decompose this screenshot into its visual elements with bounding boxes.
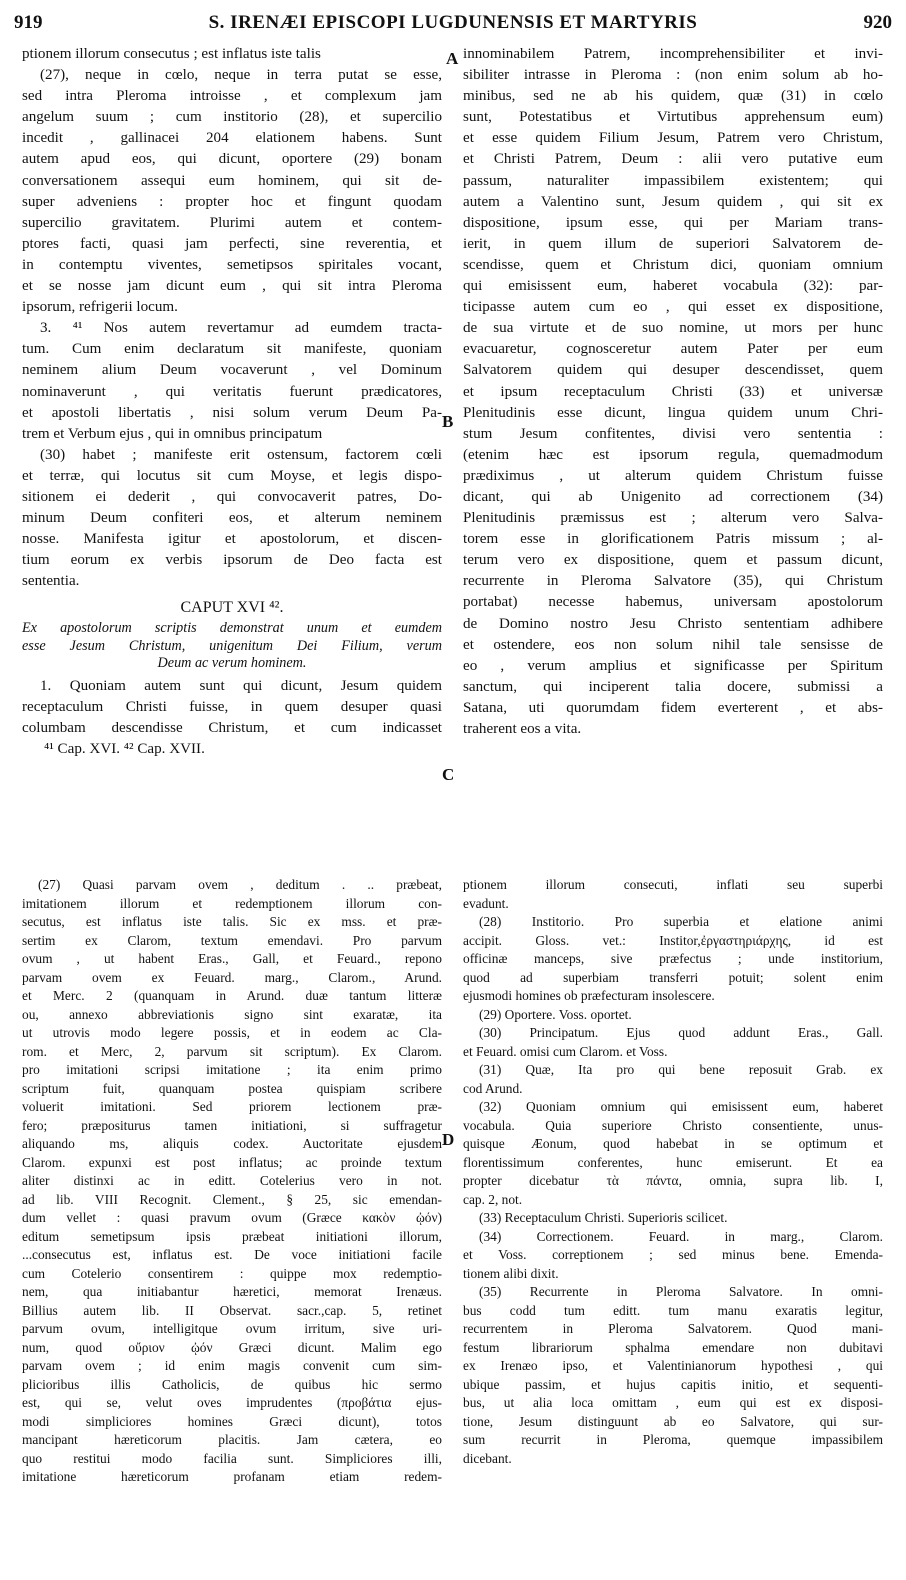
text-line: Plenitudinis esse dicunt, lingua quidem unum Chri-	[463, 404, 883, 421]
footnote-line: rom. et Merc, 2, parvum sit scriptum). Ex Clarom.	[22, 1043, 442, 1059]
footnote-line: (32) Quoniam omnium qui emisissent eum, haberet	[479, 1099, 883, 1114]
running-title: S. IRENÆI EPISCOPI LUGDUNENSIS ET MARTYRIS	[208, 12, 698, 33]
margin-marker-a: A	[446, 49, 459, 68]
running-header	[14, 6, 892, 36]
footnote-line: propter dicebatur τὰ πάντα, omnia, supra lib. I,	[463, 1173, 883, 1188]
page-number-right: 920	[863, 12, 892, 33]
text-line: trem et Verbum ejus , qui in omnibus principatum	[22, 425, 323, 442]
footnote-line: cod Arund.	[463, 1080, 523, 1096]
footnote-line: (35) Recurrente in Pleroma Salvatore. In omni-	[479, 1284, 883, 1299]
text-line: sitionem ei dederit , qui convocaverit patres, Do-	[22, 488, 442, 505]
text-line: scendisse, quem et Christum dici, quoniam omnium	[463, 256, 883, 273]
footnote-line: et Voss. correptionem ; sed minus bene. Emenda-	[463, 1247, 883, 1262]
footnote-line: (27) Quasi parvam ovem , deditum . .. præbeat,	[38, 877, 442, 892]
footnote-line: parvam ovem ; id enim magis convenit cum sim-	[22, 1358, 442, 1373]
left-paragraphs	[22, 44, 442, 592]
footnote-line: Billius autem lib. II Observat. sacr.,cap. 5, retinet	[22, 1302, 442, 1318]
footnote-line: imitatione hæreticorum profanam etiam redem-	[22, 1469, 442, 1484]
text-line: angelum suum ; cum institorio (28), et supercilio	[22, 109, 442, 126]
footnote-line: tionem alibi dixit.	[463, 1265, 559, 1281]
footnote-line: ex Irenæo ipso, et Valentinianorum hypothesi , qui	[463, 1358, 883, 1373]
footnote-line: evadunt.	[463, 895, 509, 911]
footnote-line: (28) Institorio. Pro superbia et elatione animi	[479, 914, 883, 929]
text-line: supercilio gravitatem. Plurimi autem et contem-	[22, 214, 442, 231]
footnote-line: sum recurrit in Pleroma, quemque impassibilem	[463, 1432, 883, 1447]
footnote-line: aliquando ms, aliquis codex. Auctoritate ejusdem	[22, 1136, 442, 1151]
footnote-line: cum Cotelerio consentirem : quippe mox redemptio-	[22, 1265, 442, 1281]
text-line: stum Jesum confitentes, divisi vero sententia :	[463, 425, 883, 442]
footnote-line: cap. 2, not.	[463, 1191, 523, 1207]
text-line: nominaverunt , qui veritatis fuerunt prædicatores,	[22, 383, 442, 400]
text-line: dicant, qui ab Unigenito ad correctionem (34)	[463, 488, 883, 505]
footnote-line: est, qui se, velut oves imprudentes (προβάτια ejus-	[22, 1395, 442, 1410]
text-line: minibus, sed ne ab his quidem, quæ (31) in cœlo	[463, 88, 883, 105]
summary-line: esse Jesum Christum, unigenitum Dei Filium, verum	[22, 637, 442, 654]
footnote-line: ...consecutus est, inflatus est. De voce initiationi facile	[22, 1247, 442, 1262]
text-line: recurrente in Pleroma Salvatore (35), qui Christum	[463, 573, 883, 590]
text-line: et se nosse jam dicunt eum , qui sit intra Pleroma	[22, 278, 442, 295]
text-line: qui emisissent eum, haberet vocabula (32): par-	[463, 278, 883, 295]
footnote-line: (33) Receptaculum Christi. Superioris scilicet.	[479, 1210, 728, 1225]
right-paragraphs	[463, 44, 883, 740]
footnotes-left-column	[22, 876, 442, 1487]
margin-marker-b: B	[442, 412, 454, 431]
summary-line: Ex apostolorum scriptis demonstrat unum et eumdem	[22, 620, 442, 637]
footnotes-right	[463, 876, 883, 1468]
text-line: (30) habet ; manifeste erit ostensum, factorem cœli	[40, 446, 442, 463]
text-line: passum, naturaliter impassibilem existentem; qui	[463, 172, 883, 189]
footnote-line: ut utrovis modo legere possis, et in eodem ac Cla-	[22, 1025, 442, 1040]
margin-marker-d: D	[442, 1130, 455, 1149]
margin-marker-c: C	[442, 765, 455, 784]
text-line: nosse. Manifesta igitur et apostolorum, et discen-	[22, 531, 442, 548]
text-line: et apostoli libertatis , nisi solum verum Deum Pa-	[22, 404, 442, 421]
footnote-line: imitationem illorum et redemptionem illorum con-	[22, 895, 442, 911]
footnote-line: tione, Jesum distinguunt ab eo Salvatore, qui sur-	[463, 1413, 883, 1429]
text-line: et esse quidem Filium Jesum, Patrem vero Christum,	[463, 130, 883, 147]
text-line: receptaculum Christi fuisse, in quem desuper quasi	[22, 699, 442, 716]
footnote-line: editum semetipsum ipsis præbeat initiationi illorum,	[22, 1228, 442, 1244]
text-line: dispositione, ipsum esse, qui per Mariam trans-	[463, 214, 883, 231]
footnote-line: bus, ut alia loca omittam , eum qui est ex disposi-	[463, 1395, 883, 1410]
footnote-line: festum librariorum sphalma emendare non dubitavi	[463, 1339, 883, 1355]
text-line: sibiliter intrasse in Pleroma : (non enim solum ab ho-	[463, 67, 883, 84]
footnote-line: vocabula. Quia superiore Christo consentiente, unus-	[463, 1117, 883, 1133]
text-line: neminem alium Deum vocaverunt , vel Dominum	[22, 362, 442, 379]
footnote-line: et Feuard. omisi cum Clarom. et Voss.	[463, 1043, 668, 1059]
text-line: columbam descendisse Christum, et cum indicasset	[22, 720, 442, 737]
text-line: sed intra Pleroma introisse , et complexum jam	[22, 88, 442, 105]
text-line: autem apud eos, qui dicunt, oportere (29) bonam	[22, 151, 442, 168]
footnote-line: dicebant.	[463, 1450, 512, 1466]
text-line: ptionem illorum consecutus ; est inflatus iste talis	[22, 46, 321, 62]
text-line: et Christi Patrem, Deum : alii vero putative eum	[463, 151, 883, 168]
footnote-line: Clarom. expunxi est post inflatus; ac proinde textum	[22, 1154, 442, 1170]
text-line: Satana, uti quorumdam fidem everterent , et abs-	[463, 699, 883, 716]
text-line: et terræ, qui locutus sit cum Moyse, et legis dispo-	[22, 467, 442, 484]
text-line: evacuaretur, cognosceretur autem Pater per eum	[463, 341, 883, 358]
footnote-line: (29) Oportere. Voss. oportet.	[479, 1006, 632, 1022]
footnote-line: num, quod οὔριον ᾠόν Græci dicunt. Malim ego	[22, 1339, 442, 1355]
footnote-line: ubique passim, et hujus capitis initio, et sequenti-	[463, 1376, 883, 1392]
footnotes-right-column	[463, 876, 883, 1468]
text-line: tum. Cum enim declaratum sit manifeste, quoniam	[22, 341, 442, 358]
footnote-line: ovum , ut habent Eras., Gall, et Feuard., repono	[22, 951, 442, 966]
footnote-line: mancipant hæreticorum placitis. Jam cætera, eo	[22, 1432, 442, 1447]
footnote-line: quod ad superbiam transferri potuit; solent enim	[463, 969, 883, 985]
footnote-line: parvum ovum, intelligitque ovum irritum, sive uri-	[22, 1321, 442, 1336]
text-line: sanctum, qui inciperent talia docere, submissi a	[463, 678, 883, 695]
text-line: conversationem assequi eum hominem, qui sit de-	[22, 172, 442, 189]
footnote-line: florentissimum conferentes, hunc emiserunt. Et ea	[463, 1154, 883, 1170]
text-line: ptores facti, quasi jam perfecti, sine reverentia, et	[22, 235, 442, 252]
text-line: 1. Quoniam autem sunt qui dicunt, Jesum quidem	[40, 677, 442, 694]
footnote-rule	[22, 870, 442, 871]
footnote-line: ad lib. VIII Recognit. Clement., § 25, sic emendan-	[22, 1191, 442, 1207]
footnote-line: scriptum fuit, quanquam postea quispiam scribere	[22, 1080, 442, 1096]
footnote-line: fero; præpositurus tamen initiationi, si suffragetur	[22, 1117, 442, 1133]
text-line: portabat) necesse habemus, universam apostolorum	[463, 594, 883, 611]
text-line: minum Deum confiteri eos, et alterum neminem	[22, 510, 442, 527]
text-line: et ipsum receptaculum Christi (33) et universæ	[463, 383, 883, 400]
footnote-line: voluerit imitationi. Sed priorem lectionem præ-	[22, 1099, 442, 1114]
summary-line: Deum ac verum hominem.	[157, 655, 307, 672]
footnote-line: (34) Correctionem. Feuard. in marg., Clarom.	[479, 1228, 883, 1244]
text-line: torem esse in glorificationem Patris missum ; al-	[463, 531, 883, 548]
page-number-left: 919	[14, 12, 43, 33]
footnote-line: aliter distinxi ac in editt. Cotelerius vero in not.	[22, 1173, 442, 1188]
footnote-line: sertim ex Clarom, textum emendavi. Pro parvum	[22, 932, 442, 948]
text-line: terum vero ex dispositione, quem et passum dicunt,	[463, 552, 883, 569]
footnotes-left	[22, 876, 442, 1487]
text-line: de sua virtute et de suo nomine, ut mors per hunc	[463, 320, 883, 337]
main-text-right-column	[463, 44, 883, 740]
footnote-line: nem, qua initiabantur hæretici, memorat Irenæus.	[22, 1284, 442, 1299]
text-line: ipsorum, refrigerii locum.	[22, 299, 178, 316]
footnote-line: ptionem illorum consecuti, inflati seu superbi	[463, 877, 883, 892]
footnote-line: (31) Quæ, Ita pro qui bene reposuit Grab. ex	[479, 1062, 883, 1077]
text-line: super adveniens : propter hoc et fingunt quodam	[22, 193, 442, 210]
section-references: ⁴¹ Cap. XVI. ⁴² Cap. XVII.	[44, 741, 205, 758]
footnote-line: secutus, est inflatus iste talis. Sic ex mss. et præ-	[22, 914, 442, 929]
text-line: de Domino nostro Jesu Christo sententiam adhibere	[463, 615, 883, 632]
text-line: 3. ⁴¹ Nos autem revertamur ad eumdem tracta-	[40, 320, 442, 337]
text-line: traherent eos a vita.	[463, 721, 582, 737]
text-line: eo , verum amplius et significasse per Spiritum	[463, 657, 883, 674]
footnote-line: recurrentem in Pleroma Salvatorem. Quod mani-	[463, 1321, 883, 1336]
chapter-summary	[22, 620, 442, 673]
text-line: ticipasse autem cum eo , qui esset ex dispositione,	[463, 299, 883, 316]
footnote-line: plicioribus illis Catholicis, de quibus hic sermo	[22, 1376, 442, 1392]
footnote-line: quo restitui modo facilia sunt. Simpliciores illi,	[22, 1450, 442, 1466]
text-line: (27), neque in cœlo, neque in terra putat se esse,	[40, 67, 442, 84]
text-line: sententia.	[22, 573, 80, 590]
text-line: tium eorum ex verbis ipsorum de Deo facta est	[22, 552, 442, 569]
footnote-line: officinæ manceps, sive præfectus ; unde institorium,	[463, 951, 883, 966]
text-line: Plenitudinis præmissus est ; alterum vero Salva-	[463, 510, 883, 527]
footnote-line: accipit. Gloss. vet.: Institor,ἐργαστηριάρχης, id est	[463, 932, 883, 948]
text-line: autem a Valentino sunt, Jesum quidem , qui sit ex	[463, 193, 883, 210]
footnote-line: et Merc. 2 (quanquam in Arund. duæ tantum litteræ	[22, 988, 442, 1003]
text-line: innominabilem Patrem, incomprehensibiliter et invi-	[463, 46, 883, 62]
footnote-line: pro imitationi scripsi imitatione ; ita enim primo	[22, 1062, 442, 1077]
chapter-heading: CAPUT XVI ⁴².	[180, 599, 284, 617]
footnote-line: dum vellet : quasi pravum ovum (Græce κακὸν ᾠόν)	[22, 1210, 442, 1225]
text-line: in contemptu viventes, semetipsos spiritales vocant,	[22, 256, 442, 273]
text-line: ierit, in quem illum de superiori Salvatorem de-	[463, 235, 883, 252]
text-line: incedit , gallinacei 204 elationem habens. Sunt	[22, 130, 442, 147]
footnote-line: modi simpliciores homines Græci dicunt), totos	[22, 1413, 442, 1429]
main-text-left-column	[22, 44, 442, 760]
left-paragraphs-continued	[22, 676, 442, 739]
text-line: Salvatorem quidem qui desuper descendisset, quem	[463, 362, 883, 379]
footnote-line: parvam ovem ex Feuard. marg., Clarom., Arund.	[22, 969, 442, 985]
text-line: (etenim hæc est ipsorum regula, quemadmodum	[463, 446, 883, 463]
footnote-line: ejusmodi homines ob præfecturam insolescere.	[463, 988, 715, 1003]
footnote-line: (30) Principatum. Ejus quod addunt Eras., Gall.	[479, 1025, 883, 1040]
text-line: prædiximus , ut alterum quidem Christum fuisse	[463, 467, 883, 484]
footnote-line: quisque Æonum, quod habebat in se optimum et	[463, 1136, 883, 1151]
footnote-line: ou, annexo abbreviationis signo sint exaratæ, ita	[22, 1006, 442, 1022]
footnote-line: bus codd tum editt. tum manu exaratis legitur,	[463, 1302, 883, 1318]
text-line: sunt, Potestatibus et Virtutibus apprehensum eum)	[463, 109, 883, 126]
text-line: et ostendere, eos non solum nihil tale sensisse de	[463, 636, 883, 653]
